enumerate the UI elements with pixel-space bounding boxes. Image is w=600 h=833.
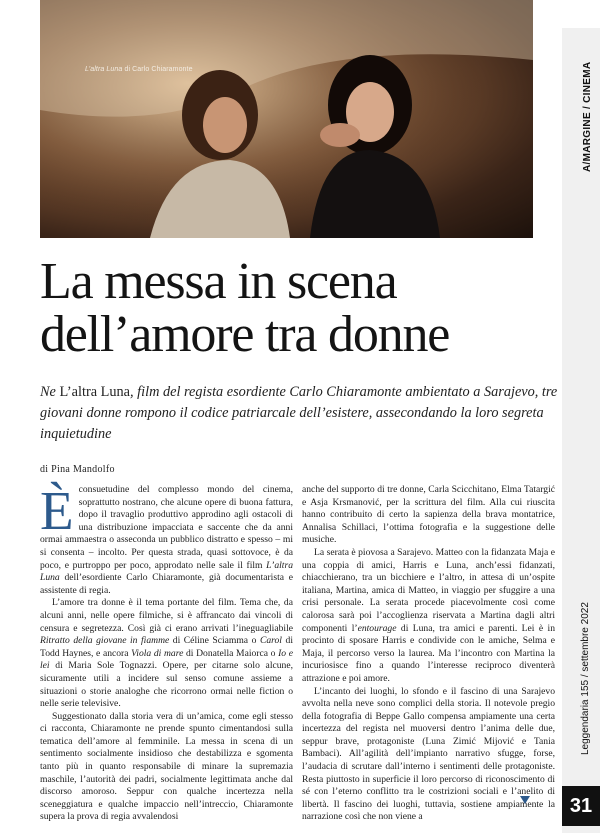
photo-caption: L’altra Luna di Carlo Chiaramonte: [85, 66, 193, 73]
paragraph: L’amore tra donne è il tema portante del film. Tema che, da alcuni anni, nelle opere filmiche, si è affrancato dai vincoli di censura e segretezza. Così già ci erano arrivati l’ineguagliabile Ritratto della giovane in fiamme di Céline Sciamma o Carol di Todd Haynes, e ancora Viola di mare di Donatella Maiorca o Io e lei di Maria Sole Tognazzi. Opere, per citarne solo alcune, sicuramente utili a incidere sul senso comune assieme a situazioni o storie analoghe che ricorrono ormai nelle fiction o nelle serie televisive.: [40, 597, 293, 710]
paragraph: Èconsuetudine del complesso mondo del cinema, soprattutto nostrano, che alcune opere di buona fattura, dopo il travaglio produttivo approdino agli ostacoli di una distribuzione impacciata e saccente che da anni ormai ammaestra o asseconda un pubblico distratto e spesso – mi si consenta – incolto. Per questa strada, quasi sottovoce, è da poco, e purtroppo per poco, approdato nelle sale il film L’altra Luna dell’esordiente Carlo Chiaramonte, già documentarista e assistente di regia.: [40, 480, 293, 596]
article-column-2: [302, 484, 555, 824]
paragraph: La serata è piovosa a Sarajevo. Matteo con la fidanzata Maja e una coppia di amici, Harris e Luna, anch’essi fidanzati, chiacchierano, tra un bicchiere e l’altro, in attesa di un’ospite italiana, Martina, amica di Matteo, in viaggio per sfuggire a una crisi personale. La serata procede piacevolmente così come calorosa sarà poi l’accoglienza riservata a Martina dagli altri componenti l’entourage di Luna, tra amici e parenti. Lei è in procinto di sposare Harris e condivide con le amiche, Selma e Maja, il percorso verso la laurea. Ma l’incontro con Martina la incuriosisce fino a quando l’interesse reciproco diventerà attrazione e poi amore.: [302, 546, 555, 684]
page-number: 31: [562, 786, 600, 826]
article-column-1: [40, 480, 293, 824]
section-label: A/MARGINE / CINEMA: [582, 61, 593, 172]
drop-cap: È: [40, 480, 74, 541]
article-deck: Ne L’altra Luna, film del regista esordiente Carlo Chiaramonte ambientato a Sarajevo, tre giovani donne rompono il codice patriarcale dell’esistere, assecondando la loro segreta inquietudine: [40, 384, 558, 442]
paragraph: anche del supporto di tre donne, Carla Scicchitano, Elma Tatargić e Asja Krsmanović, per la scrittura del film. Alla cui riuscita hanno contribuito di certo la sapienza della brava montatrice, Annalisa Schillaci, l’ottima fotografia e la suggestione delle musiche.: [302, 484, 555, 546]
byline: di Pina Mandolfo: [40, 464, 115, 475]
paragraph: L’incanto dei luoghi, lo sfondo e il fascino di una Sarajevo avvolta nella neve sono complici della storia. Il notevole pregio della fotografia di Beppe Gallo compensa ampiamente una certa incertezza del regista nel muoversi dentro l’anima delle due, seppur brave, protagoniste (Luna Zimić Mijović e Tania Bambaci). All’agilità dell’impianto narrativo sfugge, forse, l’audacia di scrutare dall’interno i sentimenti delle protagoniste. Resta piuttosto in superficie il loro percorso di riconoscimento di sé con l’eterno conflitto tra le costrizioni sociali e l’anelito di libertà. Il fascino dei luoghi, tuttavia, sostiene ampiamente la narrazione così che non viene a: [302, 685, 555, 823]
paragraph: Suggestionato dalla storia vera di un’amica, come egli stesso ci racconta, Chiaramonte ne prende spunto cimentandosi sulla tematica dell’amore al femminile. La messa in scena di un sentimento socialmente insidioso che destabilizza e sgomenta tanto più in quanto responsabile di minare la supremazia maschile, l’autorità dei padri, socialmente legittimata anche dal discorso amoroso. Seppur con qualche incertezza nella sceneggiatura e qualche impaccio nell’intreccio, Chiaramonte supera la prova di regia avvalendosi: [40, 710, 293, 823]
issue-label: Leggendaria 155 / settembre 2022: [580, 602, 591, 755]
continue-arrow-icon: [520, 796, 530, 804]
photo-scene-illustration: [40, 0, 533, 238]
article-title: La messa in scena dell’amore tra donne: [40, 253, 450, 363]
article-photo: [40, 0, 533, 238]
